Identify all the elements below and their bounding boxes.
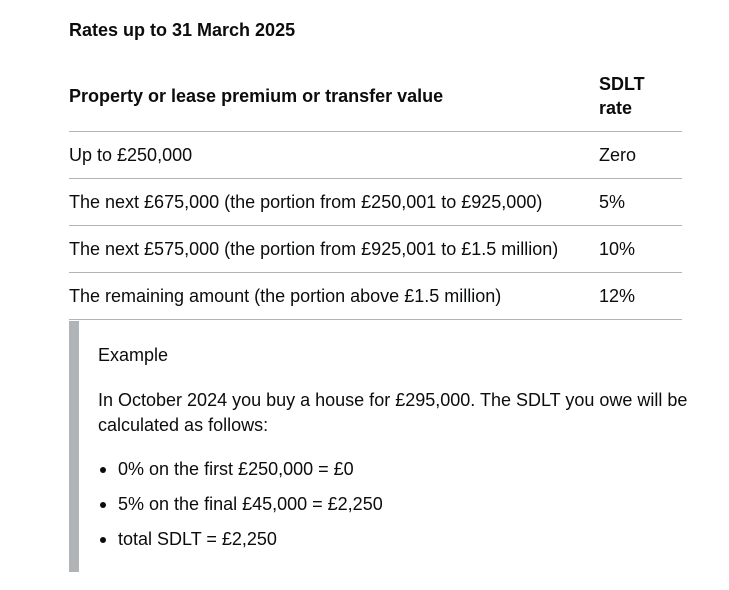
example-inset	[69, 321, 709, 572]
list-item	[98, 492, 383, 527]
list-item-text: total SDLT = £2,250	[118, 529, 277, 549]
bullet-icon	[100, 467, 106, 473]
cell-band: The remaining amount (the portion above £1.5 million)	[69, 273, 599, 320]
example-list	[98, 457, 383, 562]
column-header-rate: SDLT rate	[599, 62, 682, 132]
table-row	[69, 179, 682, 226]
list-item-text: 0% on the first £250,000 = £0	[118, 459, 354, 479]
table-caption: Rates up to 31 March 2025	[69, 20, 296, 40]
cell-band: The next £575,000 (the portion from £925,001 to £1.5 million)	[69, 226, 599, 273]
cell-rate: 12%	[599, 273, 682, 320]
cell-band: The next £675,000 (the portion from £250,001 to £925,000)	[69, 179, 599, 226]
cell-rate: Zero	[599, 132, 682, 179]
cell-rate: 10%	[599, 226, 682, 273]
cell-band: Up to £250,000	[69, 132, 599, 179]
cell-rate: 5%	[599, 179, 682, 226]
list-item-text: 5% on the final £45,000 = £2,250	[118, 494, 383, 514]
table-row	[69, 226, 682, 273]
example-body: In October 2024 you buy a house for £295,000. The SDLT you owe will be calculated as follows:	[98, 390, 688, 435]
table-row	[69, 273, 682, 320]
table-row	[69, 132, 682, 179]
bullet-icon	[100, 502, 106, 508]
list-item	[98, 527, 383, 562]
rates-table	[69, 62, 682, 320]
table-header-row	[69, 62, 682, 132]
example-title: Example	[98, 345, 169, 365]
column-header-band: Property or lease premium or transfer value	[69, 62, 599, 132]
bullet-icon	[100, 537, 106, 543]
list-item	[98, 457, 383, 492]
